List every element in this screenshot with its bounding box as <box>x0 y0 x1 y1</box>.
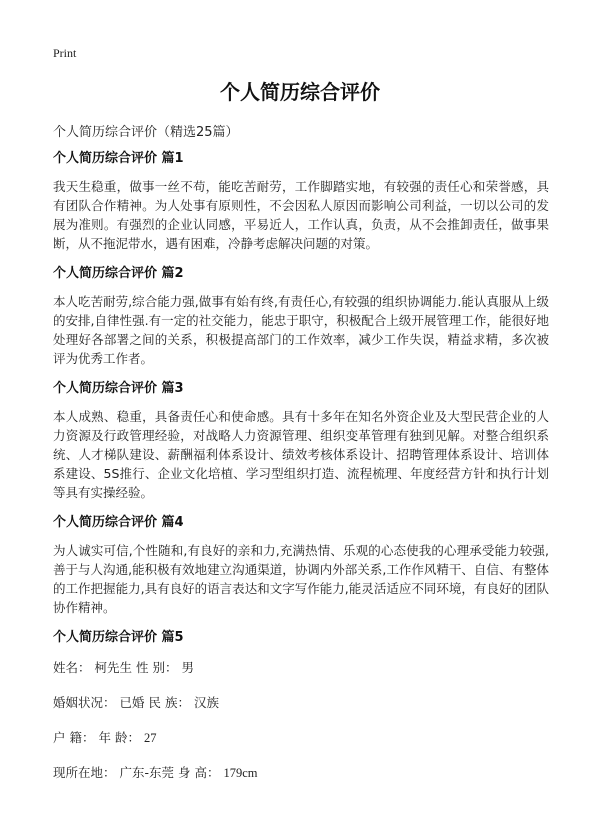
hukou-label: 户 籍： <box>53 730 95 745</box>
section-body-4: 为人诚实可信,个性随和,有良好的亲和力,充满热情、乐观的心态使我的心理承受能力较强,善于与人沟通,能积极有效地建立沟通渠道，协调内外部关系,工作作风精干、自信、有整体的工作把握能力,具有良好的语言表达和文字写作能力,能灵活适应不同环境，有良好的团队协作精神。 <box>53 543 549 615</box>
section-body-1: 我天生稳重，做事一丝不苟，能吃苦耐劳，工作脚踏实地，有较强的责任心和荣誉感，具有团队合作精神。为人处事有原则性，不会因私人原因而影响公司利益，一切以公司的发展为准则。有强烈的企业认同感，平易近人，工作认真，负责，从不会推卸责任，做事果断，从不拖泥带水，遇有困难，冷静考虑解决问题的对策。 <box>53 179 549 251</box>
height-value: 179cm <box>223 766 258 780</box>
profile-row-name <box>53 659 549 677</box>
name-value: 柯先生 <box>94 660 133 675</box>
profile-row-hukou <box>53 729 549 747</box>
print-link[interactable]: Print <box>53 46 77 60</box>
profile-row-marital <box>53 694 549 712</box>
ethnicity-label: 民 族： <box>148 695 190 710</box>
section-body-2: 本人吃苦耐劳,综合能力强,做事有始有终,有责任心,有较强的组织协调能力.能认真服从上级的安排,自律性强.有一定的社交能力，能忠于职守，积极配合上级开展管理工作，能很好地处理好各部署之间的关系，积极提高部门的工作效率，减少工作失误，精益求精，多次被评为优秀工作者。 <box>53 294 549 366</box>
section-heading-1: 个人简历综合评价 篇1 <box>53 151 184 166</box>
document-title: 个人简历综合评价 <box>220 80 380 104</box>
height-label: 身 高： <box>178 765 220 780</box>
age-value: 27 <box>143 731 157 745</box>
gender-label: 性 别： <box>136 660 178 675</box>
section-body-3: 本人成熟、稳重，具备责任心和使命感。具有十多年在知名外资企业及大型民营企业的人力资源及行政管理经验，对战略人力资源管理、组织变革管理有独到见解。对整合组织系统、人才梯队建设、薪酬福利体系设计、绩效考核体系设计、招聘管理体系设计、培训体系建设、5S推行、企业文化培植、学习型组织打造、流程梳理、年度经营方针和执行计划等具有实操经验。 <box>53 409 549 500</box>
gender-value: 男 <box>181 660 195 675</box>
name-label: 姓名： <box>53 660 91 675</box>
document-content <box>53 150 549 799</box>
section-heading-4: 个人简历综合评价 篇4 <box>53 515 184 530</box>
section-heading-5: 个人简历综合评价 篇5 <box>53 630 184 645</box>
marital-label: 婚姻状况： <box>53 695 116 710</box>
section-heading-2: 个人简历综合评价 篇2 <box>53 266 184 281</box>
ethnicity-value: 汉族 <box>194 695 220 710</box>
section-heading-3: 个人简历综合评价 篇3 <box>53 381 184 396</box>
age-label: 年 龄： <box>98 730 140 745</box>
marital-value: 已婚 <box>119 695 145 710</box>
location-label: 现所在地： <box>53 765 116 780</box>
location-value: 广东-东莞 <box>119 765 175 780</box>
profile-row-location <box>53 764 549 782</box>
document-subtitle: 个人简历综合评价（精选25篇） <box>53 125 239 140</box>
